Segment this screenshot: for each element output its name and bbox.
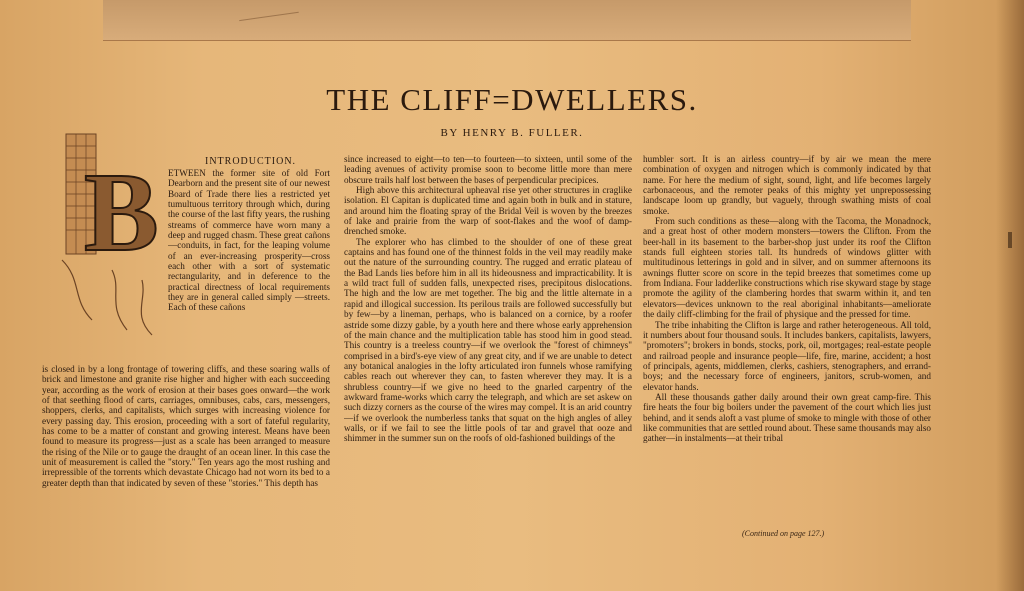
illustration-plate	[103, 0, 911, 41]
paragraph: ETWEEN the former site of old Fort Dearborn and the present site of our newest Board of Trade there lies a restricted yet tumultuous territory through which, during the course of the last fifty years, the rushing streams of commerce have worn many a deep and rugged chasm. These great cañons—conduits, in fact, for the leaping volume of an ever-increasing prosperity—cross each other with a sort of systematic rectangularity, and in deference to the practical directness of local requirements they are in general called simply —streets. Each of these cañons	[168, 168, 330, 313]
plate-sketch	[237, 0, 299, 21]
paragraph: From such conditions as these—along with the Tacoma, the Monadnock, and a great host of other modern monsters—towers the Clifton. From the beer-hall in its basement to the barber-shop just under its roof the Clifton stands full eighteen stories tall. Its hundreds of windows glitter with multitudinous letterings in gold and in silver, and on summer afternoons its awnings flutter score on score in the tepid breezes that sometimes come up from Indiana. Four ladderlike constructions which rise skyward stage by stage promote the agility of the clambering hordes that swarm within it, and ten elevators—devices unknown to the real aboriginal inhabitants—ameliorate the daily cliff-climbing for the frail of physique and the pressed for time.	[643, 216, 931, 320]
column-1-top	[168, 168, 330, 364]
paragraph: since increased to eight—to ten—to fourteen—to sixteen, until some of the leading avenues of activity promise soon to become little more than mere obscure trails half lost between the bases of perpendicular precipices.	[344, 154, 632, 185]
column-2	[344, 154, 632, 538]
paragraph: All these thousands gather daily around their own great camp-fire. This fire heats the four big boilers under the pavement of the court which lies just behind, and it sends aloft a vast plume of smoke to mingle with those of other like communities that are settled round about. These same thousands may also gather—in instalments—at their tribal	[643, 391, 931, 444]
article-byline: BY HENRY B. FULLER.	[440, 127, 584, 139]
column-1-bottom	[42, 364, 330, 538]
drop-cap-letter: B	[84, 151, 159, 275]
section-heading: INTRODUCTION.	[205, 156, 297, 167]
article-title: THE CLIFF=DWELLERS.	[326, 82, 698, 117]
page-edge-mark	[1008, 232, 1012, 248]
paragraph: The tribe inhabiting the Clifton is large and rather heterogeneous. All told, it numbers about four thousand souls. It includes bankers, capitalists, lawyers, "promoters"; brokers in bonds, stocks, pork, oil, mortgages; real-estate people and railroad people and insurance people—life, fire, marine, accident; a host of principals, agents, middlemen, clerks, cashiers, stenographers, and errand-boys; and the necessary force of engineers, janitors, scrub-women, and elevator hands.	[643, 319, 931, 392]
ornamental-drop-cap	[52, 130, 172, 340]
continuation-note: (Continued on page 127.)	[742, 529, 825, 538]
paragraph: humbler sort. It is an airless country—if by air we mean the mere combination of oxygen and nitrogen which is commonly indicated by that name. For here the medium of sight, sound, light, and life becomes largely carbonaceous, and the remoter peaks of this mighty yet unprepossessing landscape loom up grandly, but vaguely, through swathing mists of coal smoke.	[643, 154, 931, 216]
paragraph: is closed in by a long frontage of towering cliffs, and these soaring walls of brick and limestone and granite rise higher and higher with each succeeding year, according as the work of erosion at their bases goes onward—the work of that seething flood of carts, carriages, omnibuses, cabs, cars, messengers, shoppers, clerks, and capitalists, which surges with increasing violence for every passing day. This erosion, proceeding with a sort of fateful regularity, has come to be a matter of constant and growing interest. Means have been found to measure its progress—just as a scale has been arranged to measure the rising of the Nile or to gauge the draught of an ocean liner. In this case the unit of measurement is called the "story." Ten years ago the most rushing and irrepressible of the torrents which devastate Chicago had not worn its bed to a greater depth than that indicated by seven of these "stories." This depth has	[42, 364, 330, 488]
paragraph: The explorer who has climbed to the shoulder of one of these great captains and has found one of the thinnest folds in the veil may readily make out the nature of the surrounding country. The rugged and erratic plateau of the Bad Lands lies before him in all its hideousness and impracticability. It is a wild tract full of sudden falls, unexpected rises, precipitous dislocations. The high and the low are met together. The big and the little alternate in a rapid and illogical succession. Its perilous trails are followed successfully but by few—by a lineman, perhaps, who is balanced on a cornice, by a roofer astride some dizzy gable, by a youth here and there whose early apprehension of the main chance and the multiplication table has stood him in good stead. This country is a treeless country—if we overlook the "forest of chimneys" comprised in a bird's-eye view of any great city, and if we are unable to detect any botanical analogies in the lofty articulated iron funnels whose ramifying cables reach out wherever they can, to fasten wherever they may. It is a shrubless country—if we give no heed to the gnarled carpentry of the awkward frame-works which carry the telegraph, and which are set askew on such dizzy corners as the course of the wires may compel. It is an arid country—if we overlook the numberless tanks that squat on the high angles of alley walls, or if we fail to see the little pools of tar and gravel that ooze and shimmer in the summer sun on the roofs of old-fashioned buildings of the	[344, 236, 632, 444]
column-3	[643, 154, 931, 518]
paragraph: High above this architectural upheaval rise yet other structures in craglike isolation. El Capitan is duplicated time and again both in bulk and in stature, and around him the floating spray of the Bridal Veil is woven by the breezes of lake and prairie from the warp of soot-flakes and the woof of damp-drenched smoke.	[344, 185, 632, 237]
